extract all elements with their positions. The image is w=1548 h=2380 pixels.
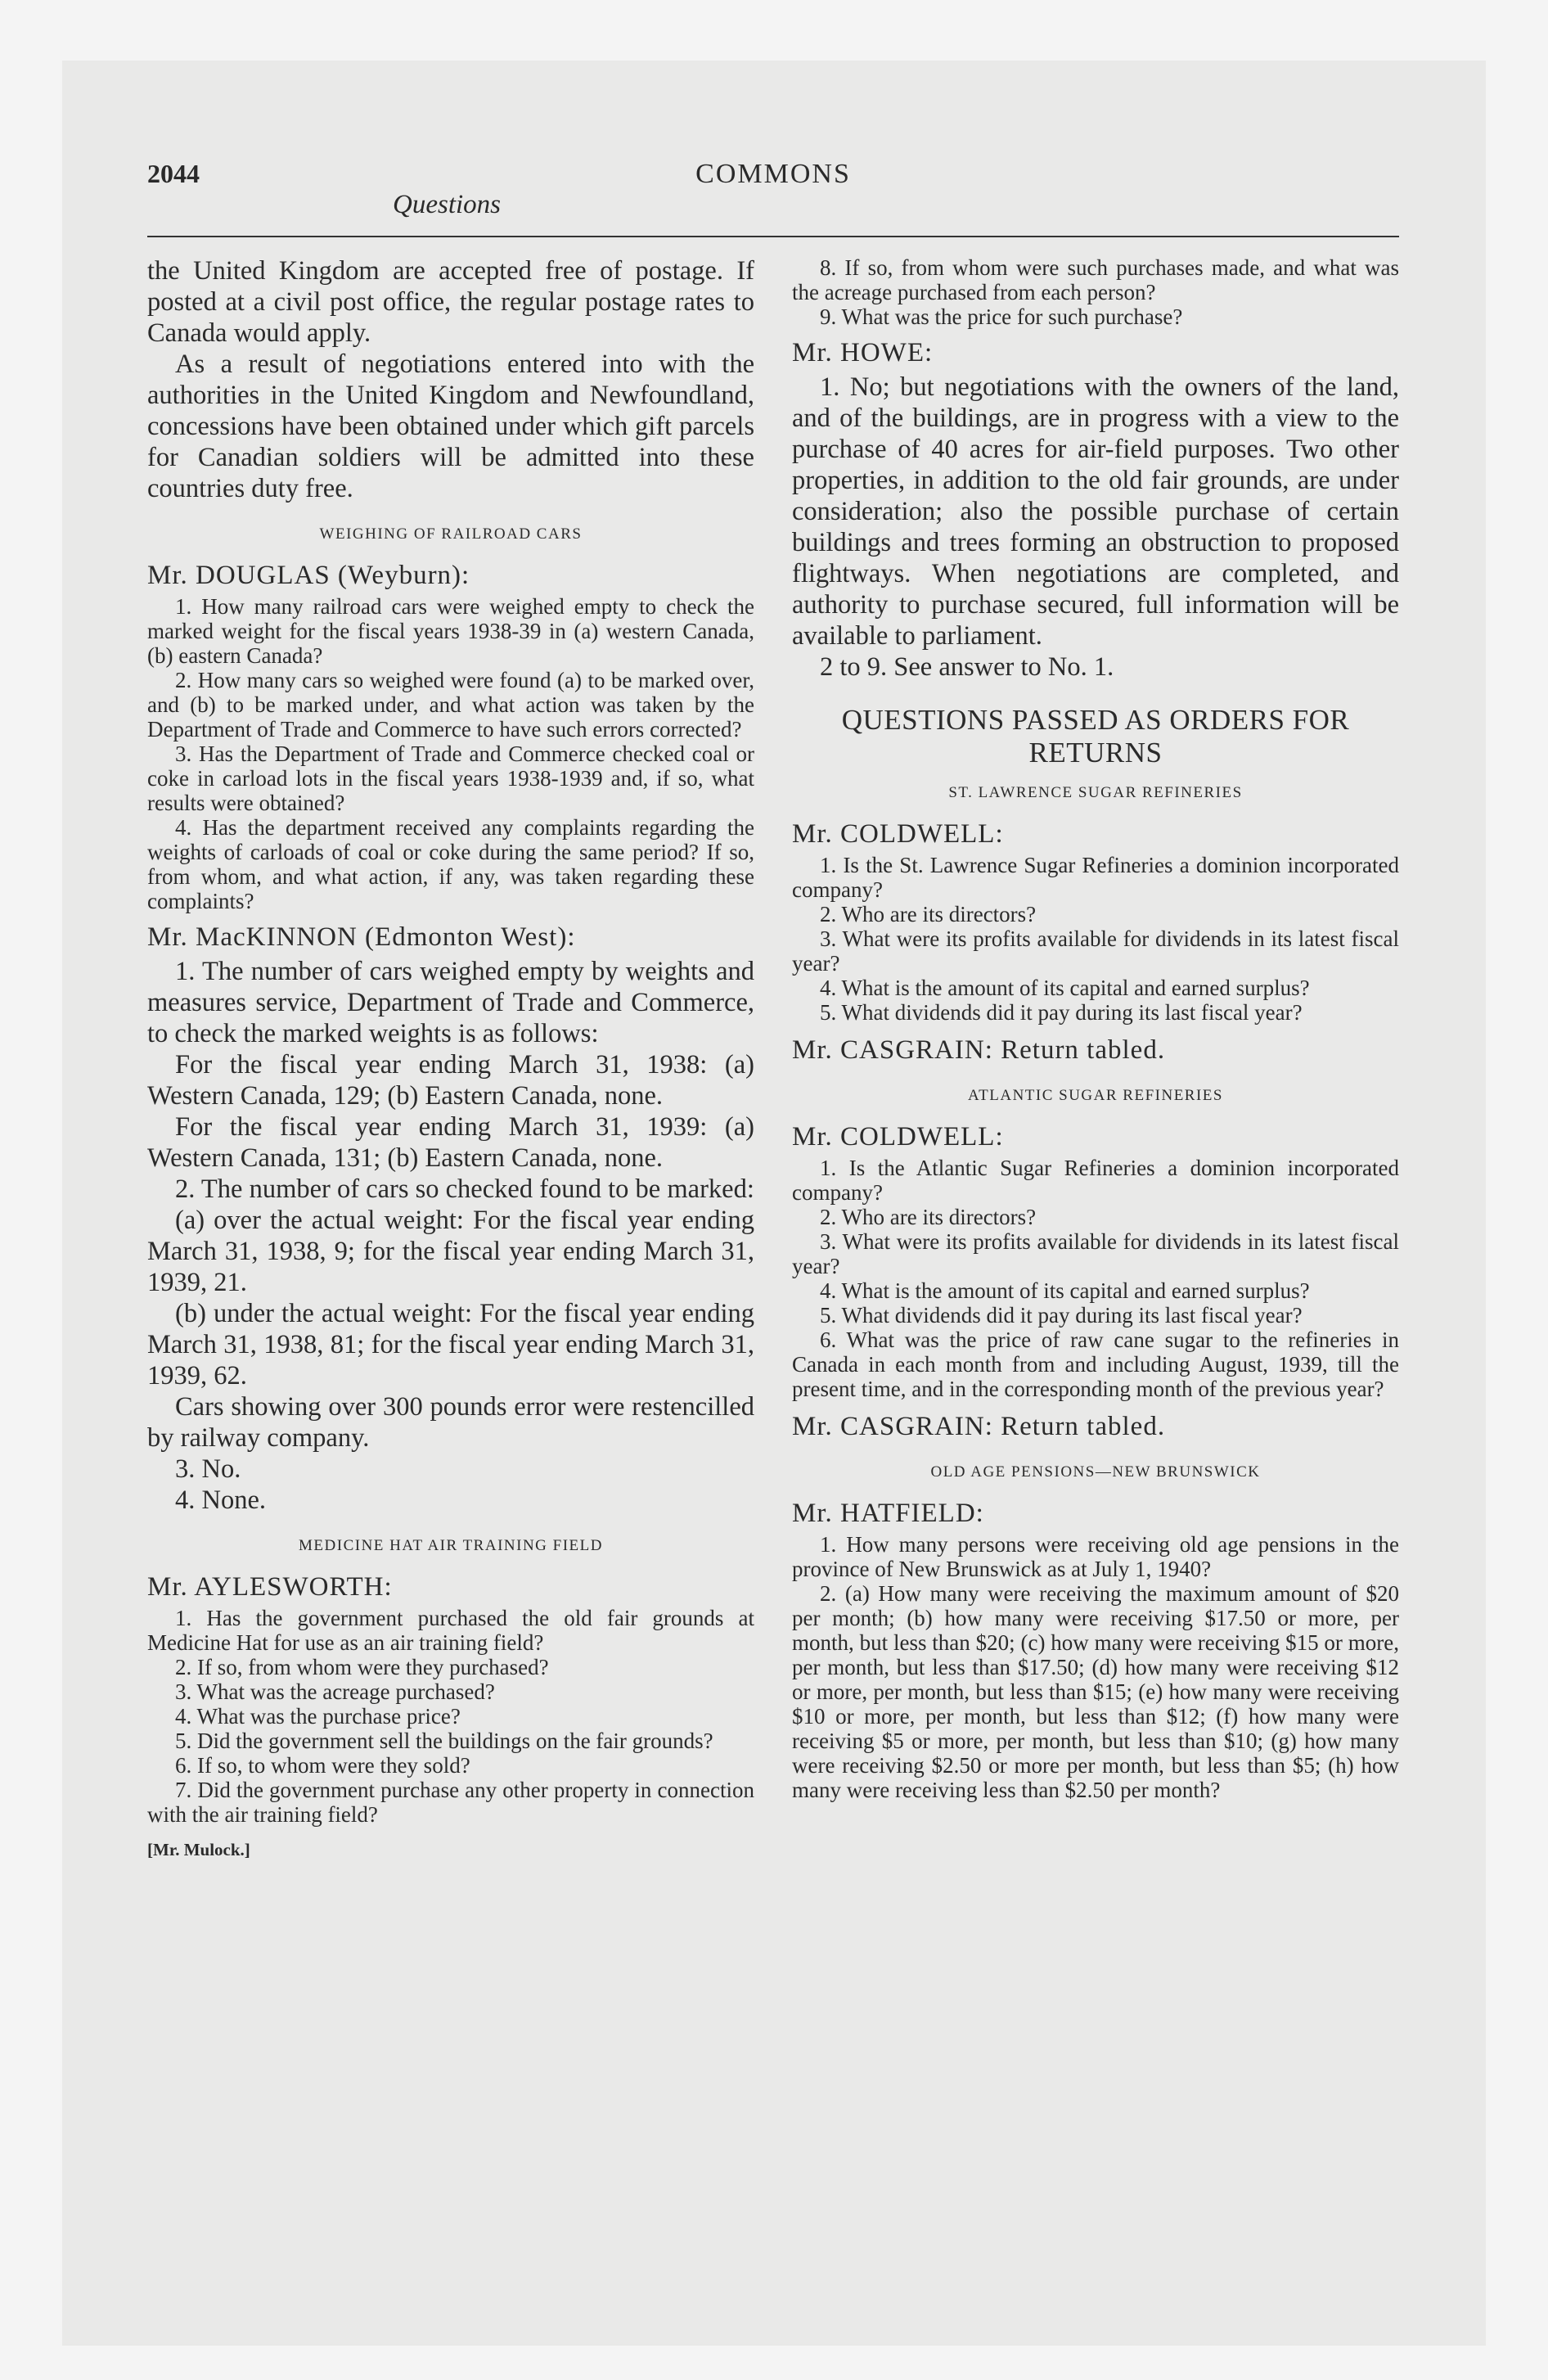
paragraph: As a result of negotiations entered into with the authorities in the United Kingdom and Newfoundland, concessions have been obtained under which gift parcels for Canadian soldiers will be admitted into these countries duty free. [147, 349, 754, 503]
question: 7. Did the government purchase any other property in connection with the air training field? [147, 1778, 754, 1827]
question: 2. If so, from whom were they purchased? [175, 1655, 549, 1679]
section-heading: ST. LAWRENCE SUGAR REFINERIES [948, 784, 1243, 801]
question: 3. What were its profits available for dividends in its latest fiscal year? [792, 926, 1399, 976]
question: 8. If so, from whom were such purchases made, and what was the acreage purchased from each person? [792, 255, 1399, 304]
journal-title: COMMONS [695, 159, 851, 189]
right-column [792, 255, 1399, 1802]
header-rule [147, 236, 1399, 237]
question: 5. Did the government sell the buildings on the fair grounds? [175, 1729, 713, 1753]
answer: 2. The number of cars so checked found to be marked: [175, 1174, 754, 1204]
question: 9. What was the price for such purchase? [820, 304, 1183, 329]
reply: Mr. CASGRAIN: Return tabled. [792, 1412, 1166, 1441]
answer: (a) over the actual weight: For the fiscal year ending March 31, 1938, 9; for the fiscal year ending March 31, 1939, 21. [147, 1206, 754, 1297]
speaker-name: Mr. COLDWELL: [792, 819, 1004, 849]
question: 2. Who are its directors? [820, 902, 1037, 926]
paragraph: the United Kingdom are accepted free of postage. If posted at a civil post office, the regular postage rates to Canada would apply. [147, 256, 754, 348]
answer: For the fiscal year ending March 31, 1938: (a) Western Canada, 129; (b) Eastern Canada, none. [147, 1050, 754, 1111]
left-column [147, 255, 754, 1860]
question: 1. Is the St. Lawrence Sugar Refineries a dominion incorporated company? [792, 853, 1399, 902]
section-heading: ATLANTIC SUGAR REFINERIES [968, 1087, 1223, 1104]
page-number: 2044 [147, 159, 200, 188]
speaker-name: Mr. AYLESWORTH: [147, 1572, 393, 1602]
answer: (b) under the actual weight: For the fiscal year ending March 31, 1938, 81; for the fiscal year ending March 31, 1939, 62. [147, 1299, 754, 1391]
question: 2. (a) How many were receiving the maximum amount of $20 per month; (b) how many were receiving $17.50 or more, per month, but less than $20; (c) how many were receiving $15 or more, per month, but less than $17.50; (d) how many were receiving $12 or more, per month, but less than $15; (e) how many were receiving $10 or more, per month, but less than $12; (f) how many were receiving $5 or more, per month, but less than $10; (g) how many were receiving $2.50 or more per month, but less than $5; (h) how many were receiving less than $2.50 per month? [792, 1581, 1399, 1802]
question: 1. Is the Atlantic Sugar Refineries a dominion incorporated company? [792, 1156, 1399, 1205]
question: 1. How many railroad cars were weighed empty to check the marked weight for the fiscal years 1938-39 in (a) western Canada, (b) eastern Canada? [147, 594, 754, 668]
question: 3. What were its profits available for dividends in its latest fiscal year? [792, 1229, 1399, 1278]
answer: 1. The number of cars weighed empty by weights and measures service, Department of Trade and Commerce, to check the marked weights is as follows: [147, 957, 754, 1048]
answer: 4. None. [175, 1485, 267, 1515]
speaker-name: Mr. DOUGLAS (Weyburn): [147, 561, 470, 590]
answer: 3. No. [175, 1454, 241, 1484]
question: 4. What is the amount of its capital and earned surplus? [820, 1278, 1310, 1303]
question: 5. What dividends did it pay during its last fiscal year? [820, 1000, 1303, 1025]
speaker-name: Mr. HATFIELD: [792, 1499, 984, 1528]
page-header [147, 154, 1399, 240]
section-heading: WEIGHING OF RAILROAD CARS [319, 525, 583, 543]
speaker-name: Mr. MacKINNON (Edmonton West): [147, 922, 576, 952]
answer: 2 to 9. See answer to No. 1. [820, 652, 1114, 682]
question: 6. What was the price of raw cane sugar to the refineries in Canada in each month from and including August, 1939, till the present time, and in the corresponding month of the previous year? [792, 1327, 1399, 1401]
question: 4. What was the purchase price? [175, 1704, 461, 1729]
answer: Cars showing over 300 pounds error were restencilled by railway company. [147, 1392, 754, 1453]
question: 2. Who are its directors? [820, 1205, 1037, 1229]
reply: Mr. CASGRAIN: Return tabled. [792, 1035, 1166, 1065]
question: 4. What is the amount of its capital and earned surplus? [820, 976, 1310, 1000]
question: 1. How many persons were receiving old age pensions in the province of New Brunswick as at July 1, 1940? [792, 1532, 1399, 1581]
question: 6. If so, to whom were they sold? [175, 1753, 470, 1778]
page-signature: [Mr. Mulock.] [147, 1840, 250, 1859]
speaker-name: Mr. COLDWELL: [792, 1122, 1004, 1152]
question: 3. What was the acreage purchased? [175, 1679, 495, 1704]
question: 4. Has the department received any complaints regarding the weights of carloads of coal or coke during the same period? If so, from whom, and what action, if any, was taken regarding these complaints? [147, 815, 754, 913]
question: 1. Has the government purchased the old fair grounds at Medicine Hat for use as an air training field? [147, 1606, 754, 1655]
question: 3. Has the Department of Trade and Commerce checked coal or coke in carload lots in the fiscal years 1938-1939 and, if so, what results were obtained? [147, 741, 754, 815]
orders-heading: QUESTIONS PASSED AS ORDERS FOR RETURNS [841, 704, 1350, 769]
question: 5. What dividends did it pay during its last fiscal year? [820, 1303, 1303, 1327]
answer: For the fiscal year ending March 31, 1939: (a) Western Canada, 131; (b) Eastern Canada, none. [147, 1112, 754, 1173]
question: 2. How many cars so weighed were found (a) to be marked over, and (b) to be marked under, and what action was taken by the Department of Trade and Commerce to have such errors corrected? [147, 668, 754, 741]
section-heading: OLD AGE PENSIONS—NEW BRUNSWICK [930, 1463, 1261, 1481]
section-title: Questions [393, 190, 501, 219]
answer: 1. No; but negotiations with the owners of the land, and of the buildings, are in progress with a view to the purchase of 40 acres for air-field purposes. Two other properties, in addition to the old fair grounds, are under consideration; also the possible purchase of certain buildings and trees forming an obstruction to proposed flightways. When negotiations are completed, and authority to purchase secured, full information will be available to parliament. [792, 372, 1399, 651]
section-heading: MEDICINE HAT AIR TRAINING FIELD [299, 1537, 603, 1554]
speaker-name: Mr. HOWE: [792, 338, 934, 367]
